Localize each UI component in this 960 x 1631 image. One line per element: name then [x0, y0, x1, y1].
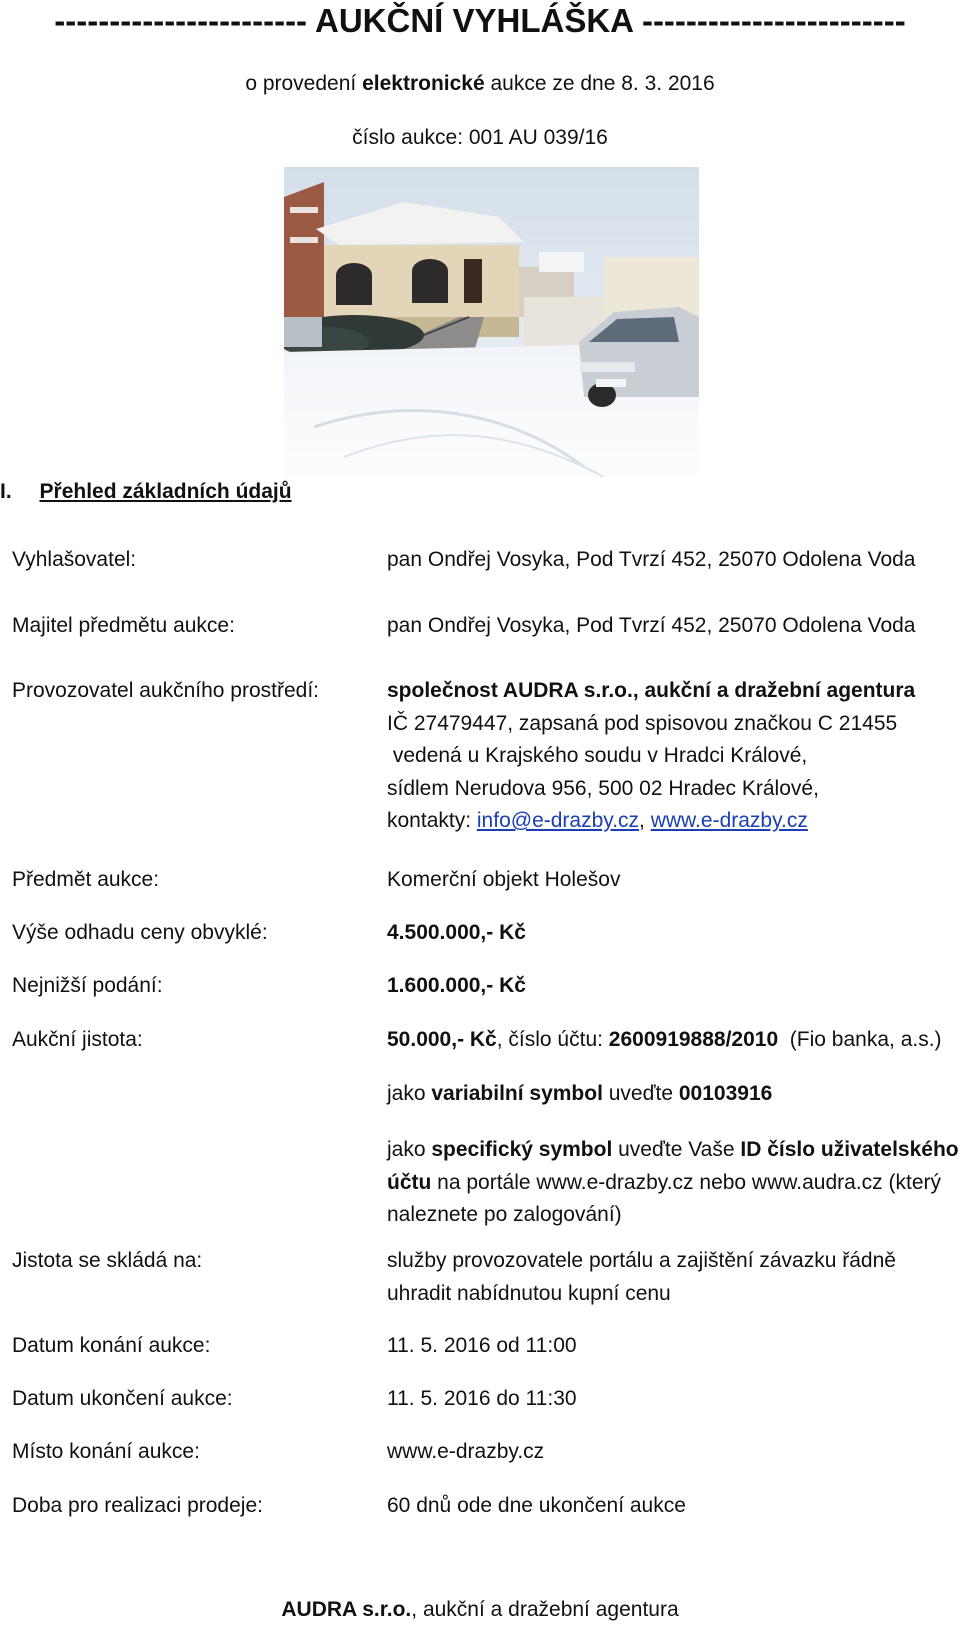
operator-name: společnost AUDRA s.r.o., aukční a dražební agentura	[387, 679, 916, 702]
value-estimate: 4.500.000,- Kč	[387, 921, 526, 944]
variable-symbol	[387, 1082, 772, 1106]
ss-pre: jako	[387, 1138, 432, 1161]
value-period: 60 dnů ode dne ukončení aukce	[387, 1494, 686, 1517]
value-min-bid: 1.600.000,- Kč	[387, 974, 526, 997]
specific-symbol	[387, 1134, 959, 1232]
label-estimate: Výše odhadu ceny obvyklé:	[12, 921, 268, 944]
vs-pre: jako	[387, 1082, 432, 1105]
label-place: Místo konání aukce:	[12, 1440, 200, 1463]
label-operator: Provozovatel aukčního prostředí:	[12, 679, 320, 702]
ss-mid: uveďte Vaše	[612, 1138, 741, 1161]
deposit-account-label: , číslo účtu:	[496, 1028, 609, 1051]
subtitle-pre: o provedení	[245, 72, 363, 95]
contacts-sep: ,	[639, 809, 651, 832]
label-min-bid: Nejnižší podání:	[12, 974, 163, 997]
label-end: Datum ukončení aukce:	[12, 1387, 233, 1410]
deposit-covers-line2: uhradit nabídnutou kupní cenu	[387, 1281, 671, 1305]
deposit-amount: 50.000,- Kč	[387, 1028, 497, 1051]
operator-seat: sídlem Nerudova 956, 500 02 Hradec Králové,	[387, 776, 819, 800]
deposit-account: 2600919888/2010	[608, 1028, 779, 1051]
value-operator	[387, 675, 915, 838]
label-announcer: Vyhlašovatel:	[12, 548, 137, 571]
footer-company: AUDRA s.r.o.	[281, 1598, 412, 1621]
auction-number: číslo aukce: 001 AU 039/16	[352, 126, 608, 149]
section-number: I.	[0, 480, 12, 503]
contacts-prefix: kontakty:	[387, 809, 477, 832]
deposit-bank: (Fio banka, a.s.)	[778, 1028, 942, 1051]
label-deposit: Aukční jistota:	[12, 1028, 143, 1051]
subtitle-bold: elektronické	[362, 72, 485, 95]
section-title: Přehled základních údajů	[39, 480, 292, 503]
website-link[interactable]: www.e-drazby.cz	[650, 809, 808, 832]
vs-code: 00103916	[678, 1082, 773, 1105]
subtitle-post: aukce ze dne 8. 3. 2016	[484, 72, 715, 95]
operator-court: vedená u Krajského soudu v Hradci Králové,	[387, 744, 808, 767]
value-start: 11. 5. 2016 od 11:00	[387, 1334, 577, 1357]
footer	[0, 1598, 960, 1622]
value-announcer: pan Ondřej Vosyka, Pod Tvrzí 452, 25070 Odolena Voda	[387, 548, 916, 571]
value-deposit-covers	[387, 1245, 896, 1310]
vs-bold: variabilní symbol	[431, 1082, 603, 1105]
value-place: www.e-drazby.cz	[387, 1440, 545, 1463]
label-start: Datum konání aukce:	[12, 1334, 211, 1357]
ss-bold3: účtu	[387, 1170, 432, 1194]
value-end: 11. 5. 2016 do 11:30	[387, 1387, 577, 1410]
value-subject: Komerční objekt Holešov	[387, 868, 621, 891]
building-photo	[284, 167, 699, 477]
email-link[interactable]: info@e-drazby.cz	[476, 809, 640, 832]
section-heading	[0, 480, 292, 504]
label-owner: Majitel předmětu aukce:	[12, 614, 235, 637]
label-period: Doba pro realizaci prodeje:	[12, 1494, 263, 1517]
ss-line2: na portále www.e-drazby.cz nebo www.audra.cz (který	[431, 1170, 941, 1194]
label-deposit-covers: Jistota se skládá na:	[12, 1249, 203, 1272]
footer-rest: , aukční a dražební agentura	[411, 1598, 679, 1621]
ss-line3: naleznete po zalogování)	[387, 1203, 622, 1226]
auction-date-line	[0, 72, 960, 96]
value-owner: pan Ondřej Vosyka, Pod Tvrzí 452, 25070 Odolena Voda	[387, 614, 916, 637]
ss-bold1: specifický symbol	[431, 1138, 613, 1161]
label-subject: Předmět aukce:	[12, 868, 160, 891]
vs-mid: uveďte	[602, 1082, 679, 1105]
ss-bold2: ID číslo uživatelského	[740, 1138, 959, 1161]
deposit-covers-line1: služby provozovatele portálu a zajištění závazku řádně	[387, 1249, 896, 1272]
operator-ic: IČ 27479447, zapsaná pod spisovou značkou C 21455	[387, 711, 898, 735]
document-title: ----------------------- AUKČNÍ VYHLÁŠKA ------------------------	[54, 2, 906, 39]
value-deposit	[387, 1028, 942, 1052]
operator-contacts	[387, 805, 915, 838]
